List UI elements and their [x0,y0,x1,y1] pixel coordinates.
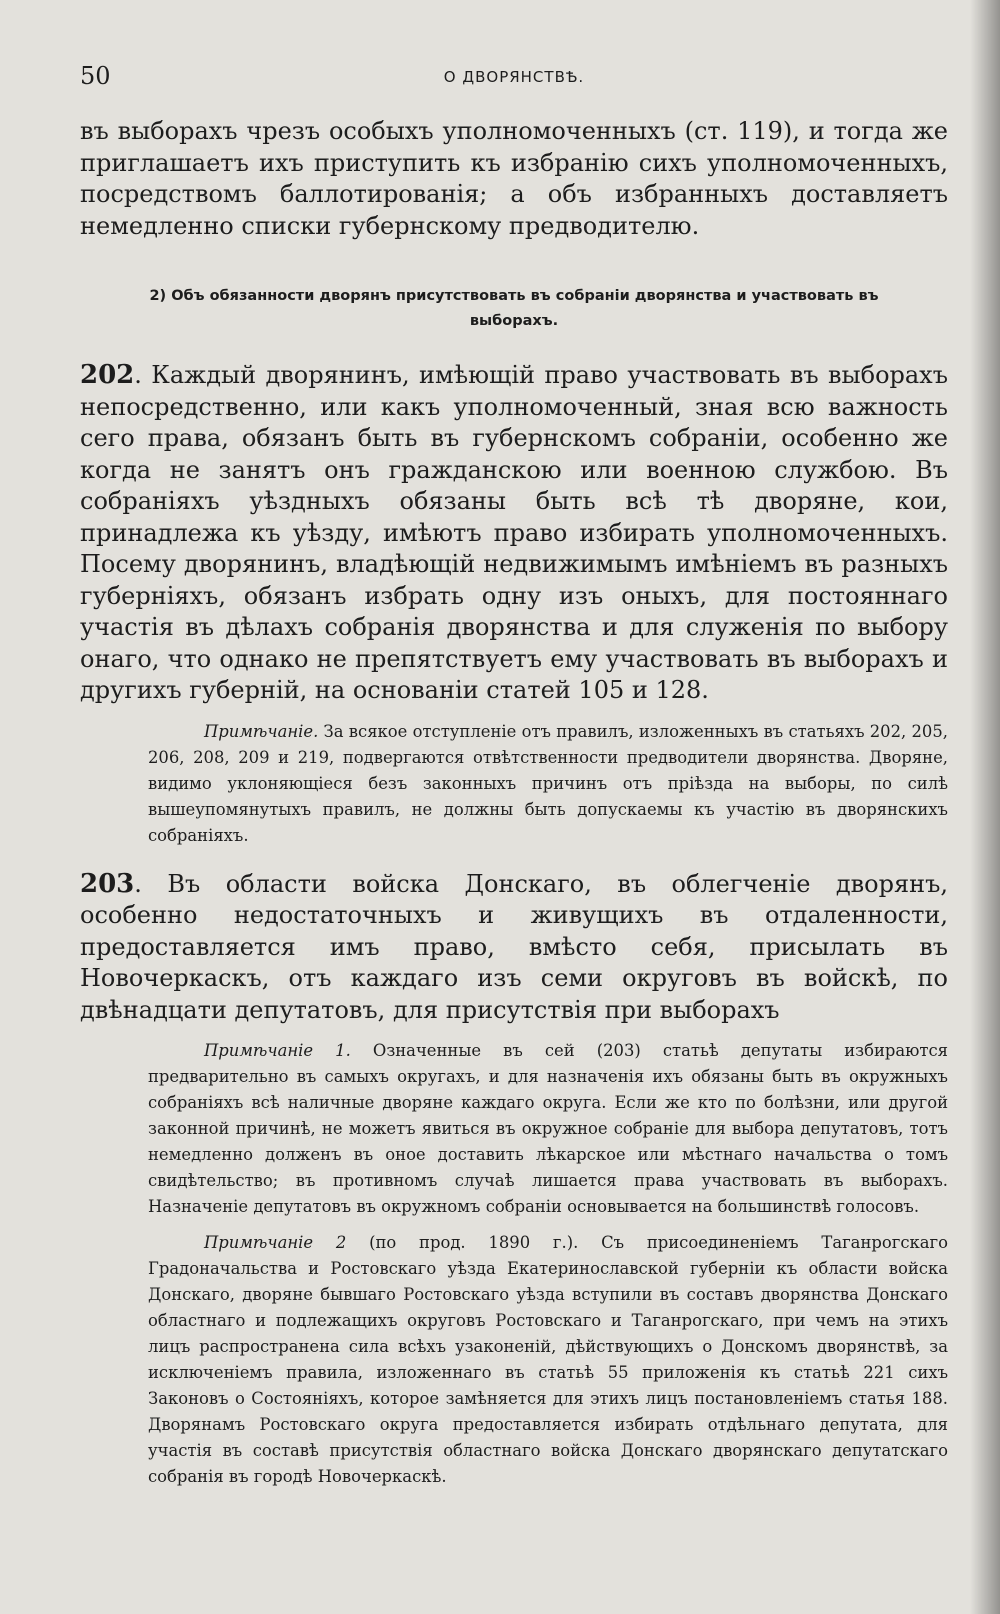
page-number: 50 [80,62,111,90]
note-text: Означенные въ сей (203) статьѣ депутаты избираются предварительно въ самыхъ округахъ, и для назначенія ихъ обязаны быть въ окружныхъ собраніяхъ всѣ наличные дворяне каждаго округа. Если же кто по болѣзни, или другой законной причинѣ, не можетъ явиться въ окружное собраніе для выбора депутатовъ, тотъ немедленно долженъ въ оное доставить лѣкарское или мѣстнаго начальства о томъ свидѣтельство; въ противномъ случаѣ лишается права участвовать въ выборахъ. Назначеніе депутатовъ въ окружномъ собраніи основывается на большинствѣ голосовъ. [148,1041,948,1216]
article-203-note-2 [80,1230,948,1490]
note-label: Примѣчаніе. [204,721,319,741]
note-label: Примѣчаніе 1. [204,1041,351,1060]
note-text: За всякое отступленіе отъ правилъ, изложенныхъ въ статьяхъ 202, 205, 206, 208, 209 и 219, подвергаются отвѣтственности предводители дворянства. Дворяне, видимо уклоняющіеся безъ законныхъ причинъ отъ пріѣзда на выборы, по силѣ вышеупомянутыхъ правилъ, не должны быть допускаемы къ участію въ дворянскихъ собраніяхъ. [148,721,948,845]
article-number: 203 [80,868,135,899]
page-header [80,62,948,102]
article-202-note [80,719,948,849]
note-label: Примѣчаніе 2 [204,1233,347,1252]
article-text: . Въ области войска Донскаго, въ облегченіе дворянъ, особенно недостаточныхъ и живущихъ въ отдаленности, предоставляется имъ право, вмѣсто себя, присылать въ Новочеркаскъ, отъ каждаго изъ семи округовъ въ войскѣ, по двѣнадцати депутатовъ, для присутствія при выборахъ [80,869,948,1024]
article-text: . Каждый дворянинъ, имѣющій право участвовать въ выборахъ непосредственно, или какъ уполномоченный, зная всю важность сего права, обязанъ быть въ губернскомъ собраніи, особенно же когда не занятъ онъ гражданскою или военною службою. Въ собраніяхъ уѣздныхъ обязаны быть всѣ тѣ дворяне, кои, принадлежа къ уѣзду, имѣютъ право избирать уполномоченныхъ. Посему дворянинъ, владѣющій недвижимымъ имѣніемъ въ разныхъ губерніяхъ, обязанъ избрать одну изъ оныхъ, для постояннаго участія въ дѣлахъ собранія дворянства и для служенія по выбору онаго, что однако не препятствуетъ ему участвовать въ выборахъ и другихъ губерній, на основаніи статей 105 и 128. [80,361,948,704]
article-202 [80,360,948,707]
page-edge-shadow [970,0,1000,1614]
article-203 [80,869,948,1027]
section-heading: 2) Объ обязанности дворянъ присутствовать въ собраніи дворянства и участвовать въ выборахъ. [149,288,879,329]
note-text: (по прод. 1890 г.). Съ присоединеніемъ Таганрогскаго Градоначальства и Ростовскаго уѣзда Екатеринославской губерніи къ области войска Донскаго, дворяне бывшаго Ростовскаго уѣзда вступили въ составъ дворянства Донскаго областнаго и подлежащихъ округовъ Ростовскаго и Таганрогскаго, при чемъ на этихъ лицъ распространена сила всѣхъ узаконеній, дѣйствующихъ о Донскомъ дворянствѣ, за исключеніемъ правила, изложеннаго въ статьѣ 55 приложенія къ статьѣ 221 сихъ Законовъ о Состояніяхъ, которое замѣняется для этихъ лицъ постановленіемъ статья 188. Дворянамъ Ростовскаго округа предоставляется избирать отдѣльнаго депутата, для участія въ составѣ присутствія областнаго войска Донскаго дворянскаго депутатскаго собранія въ городѣ Новочеркаскѣ. [148,1233,948,1486]
article-203-note-1 [80,1038,948,1220]
continuation-paragraph: въ выборахъ чрезъ особыхъ уполномоченныхъ (ст. 119), и тогда же приглашаетъ ихъ приступить къ избранію сихъ уполномоченныхъ, посредствомъ баллотированія; а объ избранныхъ доставляетъ немедленно списки губернскому предводителю. [80,117,948,240]
article-number: 202 [80,360,135,390]
running-title: О ДВОРЯНСТВѢ. [443,68,585,86]
